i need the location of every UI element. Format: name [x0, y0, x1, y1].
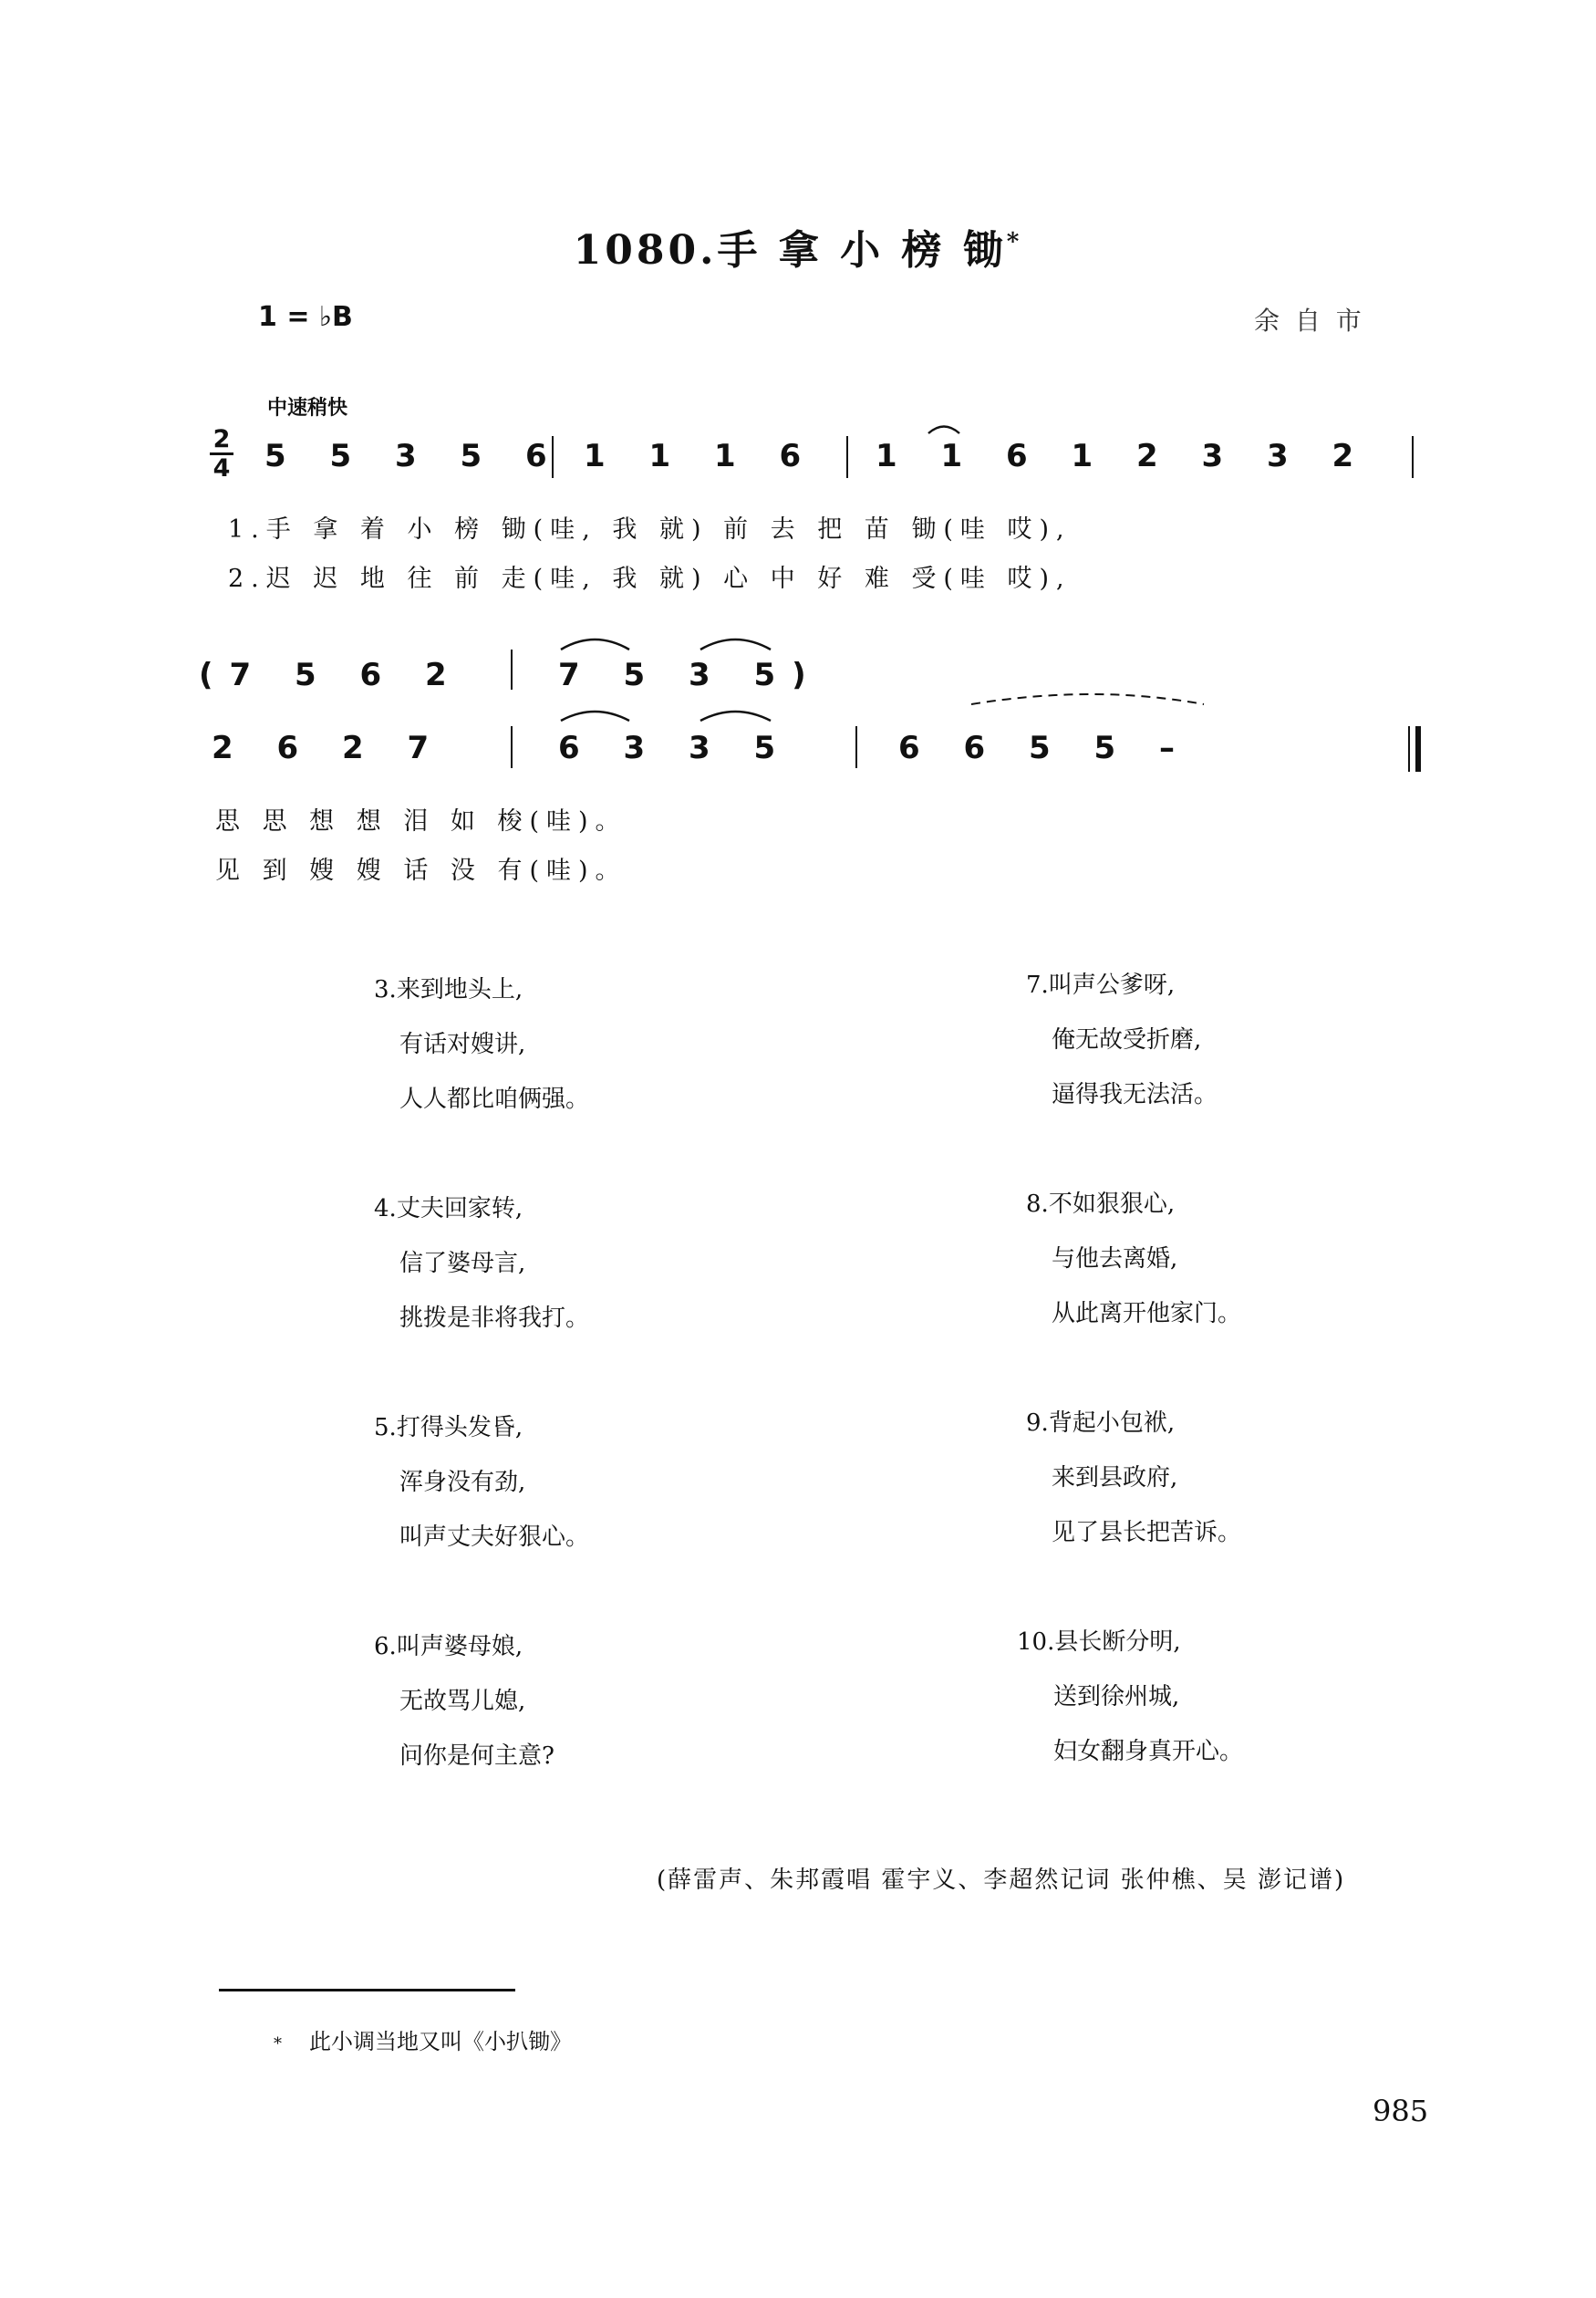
footnote — [274, 2023, 572, 2055]
verse-8: 8.不如狠狠心, 与他去离婚, 从此离开他家门。 — [1026, 1191, 1242, 1327]
performer-credits: (薛雷声、朱邦霞唱 霍宇义、李超然记词 张仲樵、吴 澎记谱) — [657, 1866, 1346, 1894]
barline — [855, 726, 857, 768]
tempo-marking: 中速稍快 — [267, 397, 348, 420]
footnote-rule — [219, 1989, 515, 1991]
key-signature: 1 = ♭B — [258, 301, 353, 333]
verse-4: 4.丈夫回家转, 信了婆母言, 挑拨是非将我打。 — [374, 1195, 590, 1332]
verse-5: 5.打得头发昏, 浑身没有劲, 叫声丈夫好狠心。 — [374, 1414, 590, 1551]
final-barline-thin — [1408, 726, 1410, 772]
verse-6: 6.叫声婆母娘, 无故骂儿媳, 问你是何主意? — [374, 1633, 554, 1770]
song-number: 1080 — [573, 227, 700, 274]
time-signature: 2 4 — [210, 427, 233, 481]
song-name: 手 拿 小 榜 锄 — [717, 227, 1007, 274]
footnote-star: * — [274, 2034, 282, 2054]
notes-row2-m1: 2 6 2 7 — [212, 730, 446, 766]
song-title: 1080.手 拿 小 榜 锄* — [573, 227, 1023, 274]
page-number: 985 — [1373, 2094, 1429, 2128]
notes-row2-m2: 6 3 3 5 — [558, 730, 793, 766]
final-barline-thick — [1415, 726, 1421, 772]
lyric-verse2-row1: 2.迟 迟 地 往 前 走(哇, 我 就) 心 中 好 难 受(哇 哎), — [228, 565, 1072, 593]
notes-row1-m3: 1 1 6 1 2 3 3 2 — [876, 438, 1371, 474]
notes-row2-upper-m1: (7 5 6 2 — [199, 657, 463, 693]
footnote-text: 此小调当地又叫《小扒锄》 — [309, 2029, 572, 2054]
notes-row2-m3: 6 6 5 5 – — [898, 730, 1191, 766]
verse-9: 9.背起小包袱, 来到县政府, 见了县长把苦诉。 — [1026, 1409, 1242, 1546]
lyric-verse2-row2: 见 到 嫂 嫂 话 没 有(哇)。 — [215, 857, 627, 885]
notes-row1-m1: 5 5 3 5 6 — [264, 438, 564, 474]
barline — [511, 726, 513, 768]
notes-row2-upper-m2: 7 5 3 5) — [558, 657, 823, 693]
slur-marks — [0, 0, 1596, 821]
verse-3: 3.来到地头上, 有话对嫂讲, 人人都比咱俩强。 — [374, 976, 590, 1113]
title-footnote-mark: * — [1006, 228, 1023, 256]
verse-10: 10.县长断分明, 送到徐州城, 妇女翻身真开心。 — [1017, 1628, 1244, 1765]
lyric-verse1-row1: 1.手 拿 着 小 榜 锄(哇, 我 就) 前 去 把 苗 锄(哇 哎), — [228, 515, 1072, 544]
verse-7: 7.叫声公爹呀, 俺无故受折磨, 逼得我无法活。 — [1026, 972, 1218, 1108]
notes-row1-m2: 1 1 1 6 — [584, 438, 818, 474]
region-label: 余 自 市 — [1254, 306, 1365, 336]
lyric-verse1-row2: 思 思 想 想 泪 如 梭(哇)。 — [215, 807, 627, 836]
